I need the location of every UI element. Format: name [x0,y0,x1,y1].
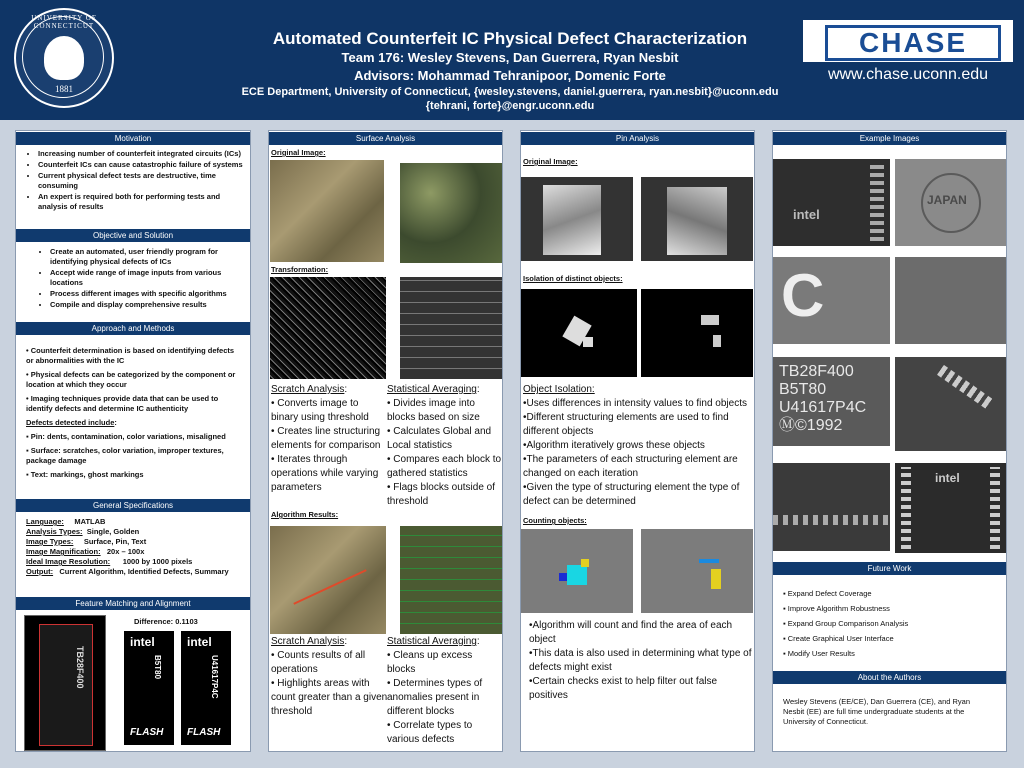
pin-original-image-b [641,177,753,261]
oak-leaf-icon [44,36,84,80]
isolation-label: Isolation of distinct objects: [523,274,623,283]
example-intel-chip: intel [895,463,1006,553]
spec-row: Image Magnification: 20x – 100x [26,547,145,556]
isolation-image-b [641,289,753,377]
feature-heading: Feature Matching and Alignment [16,597,250,610]
difference-value: Difference: 0.1103 [134,617,198,626]
department-line: ECE Department, University of Connecticut, {wesley.stevens, daniel.guerrera, ryan.nesbit}@uconn.edu [241,86,779,98]
chase-logo: CHASE [803,20,1013,62]
spec-row: Language: MATLAB [26,517,106,526]
spec-row: Ideal Image Resolution: 1000 by 1000 pixels [26,557,193,566]
example-japan-marking: JAPAN [895,159,1006,246]
authors-heading: About the Authors [773,671,1006,684]
example-pins-row [773,463,890,551]
surface-original-image [270,160,384,262]
pin-original-image-a [521,177,633,261]
approach-heading: Approach and Methods [16,322,250,335]
faculty-emails: {tehrani, forte}@engr.uconn.edu [425,100,595,112]
spec-row: Output: Current Algorithm, Identified Defects, Summary [26,567,229,576]
scratch-analysis-text: Scratch Analysis: • Converts image to binary using threshold • Creates line structuring elements for comparison • Iterates through operations while varying parameters [271,384,381,493]
objective-list: • Create an automated, user friendly program for identifying physical defects of ICs • Accept wide range of image inputs from various locations • Process different images with specific algorithms • Compile and display comprehensive results [38,247,243,311]
uconn-seal-logo [14,8,114,108]
spec-row: Analysis Types: Single, Golden [26,527,140,536]
surface-heading: Surface Analysis [269,132,502,145]
spec-row: Image Types: Surface, Pin, Text [26,537,147,546]
poster-header [0,0,1024,120]
statistical-result-image [400,526,502,634]
motivation-list: • Increasing number of counterfeit integrated circuits (ICs) • Counterfeit ICs can cause catastrophic failure of systems • Current physical defect tests are destructive, time consuming • An expert is required both for performing tests and analysis of results [26,149,246,213]
future-heading: Future Work [773,562,1006,575]
counting-text: •Algorithm will count and find the area of each object •This data is also used in determining what type of defects might exist •Certain checks exist to help filter out false positives [529,620,752,701]
list-item: ▪ Create Graphical User Interface [783,634,894,643]
title-block [200,28,820,113]
specs-table [26,517,246,577]
authors-text: Wesley Stevens (EE/CE), Dan Guerrera (CE), and Ryan Nesbit (EE) are full time undergraduate students at the University of Connecticut. [783,697,971,726]
column-right [772,130,1007,752]
transformation-label: Transformation: [271,265,329,274]
object-isolation-text: Object Isolation: •Uses differences in intensity values to find objects •Different structuring elements are used to find different objects •Algorithm iteratively grows these objects •The parameters of each structuring element are changed on each iteration •Given the type of structuring element the type of defect can be determined [523,384,747,507]
chip-text-image-a: intel B5T80 FLASH [124,631,174,745]
chip-photo: TB28F400 [24,615,106,751]
list-item: ▪ Improve Algorithm Robustness [783,604,890,613]
advisors-line: Advisors: Mohammad Tehranipoor, Domenic Forte [354,68,666,83]
counting-image-b [641,529,753,613]
seal-year: 1881 [55,84,73,94]
algorithm-results-label: Algorithm Results: [271,510,339,519]
isolation-image-a [521,289,637,377]
statistical-results-text: Statistical Averaging: • Cleans up excess blocks • Determines types of anomalies present in different blocks • Correlate types to various defects [387,636,483,745]
example-surface-texture [895,257,1006,344]
original-image-label: Original Image: [271,148,326,157]
chase-url: www.chase.uconn.edu [827,66,989,83]
scratch-result-image [270,526,386,634]
column-left [15,130,251,752]
block-transform-image [400,277,502,379]
objective-heading: Objective and Solution [16,229,250,242]
pin-original-label: Original Image: [523,157,578,166]
pin-heading: Pin Analysis [521,132,754,145]
column-pin [520,130,755,752]
list-item: ▪ Expand Defect Coverage [783,589,872,598]
counting-image-a [521,529,633,613]
chip-text-image-b: intel U41617P4C FLASH [181,631,231,745]
scratch-results-text: Scratch Analysis: • Counts results of all operations • Highlights areas with count greater than a given threshold [271,636,388,717]
team-line: Team 176: Wesley Stevens, Dan Guerrera, Ryan Nesbit [341,50,679,65]
example-intel-pins: intel [773,159,890,246]
list-item: ▪ Modify User Results [783,649,855,658]
example-letter-c: C [773,257,890,344]
motivation-heading: Motivation [16,132,250,145]
example-marking-text: TB28F400 B5T80 U41617P4C Ⓜ©1992 [773,357,890,446]
approach-text: • Counterfeit determination is based on identifying defects or abnormalities with the IC • Physical defects can be categorized by the component or location at which they occur • Imaging techniques provide data that can be used to identify defects and determine IC authenticity Defects detected include: ▪ Pin: dents, contamination, color variations, misaligned ▪ Surface: scratches, color variation, improper textures, package damage ▪ Text: markings, ghost markings [26,346,236,479]
examples-heading: Example Images [773,132,1006,145]
poster-title: Automated Counterfeit IC Physical Defect Characterization [272,29,748,48]
counting-label: Counting objects: [523,516,587,525]
list-item: ▪ Expand Group Comparison Analysis [783,619,909,628]
seal-text: UNIVERSITY OF CONNECTICUT [31,14,97,30]
specs-heading: General Specifications [16,499,250,512]
future-list [783,586,1003,661]
column-surface [268,130,503,752]
binary-transform-image [270,277,386,379]
example-pin-closeup [895,357,1006,451]
statistical-averaging-text: Statistical Averaging: • Divides image into blocks based on size • Calculates Global and Local statistics • Compares each block to gathered statistics • Flags blocks outside of threshold [387,384,502,507]
surface-closeup-image [400,163,502,263]
